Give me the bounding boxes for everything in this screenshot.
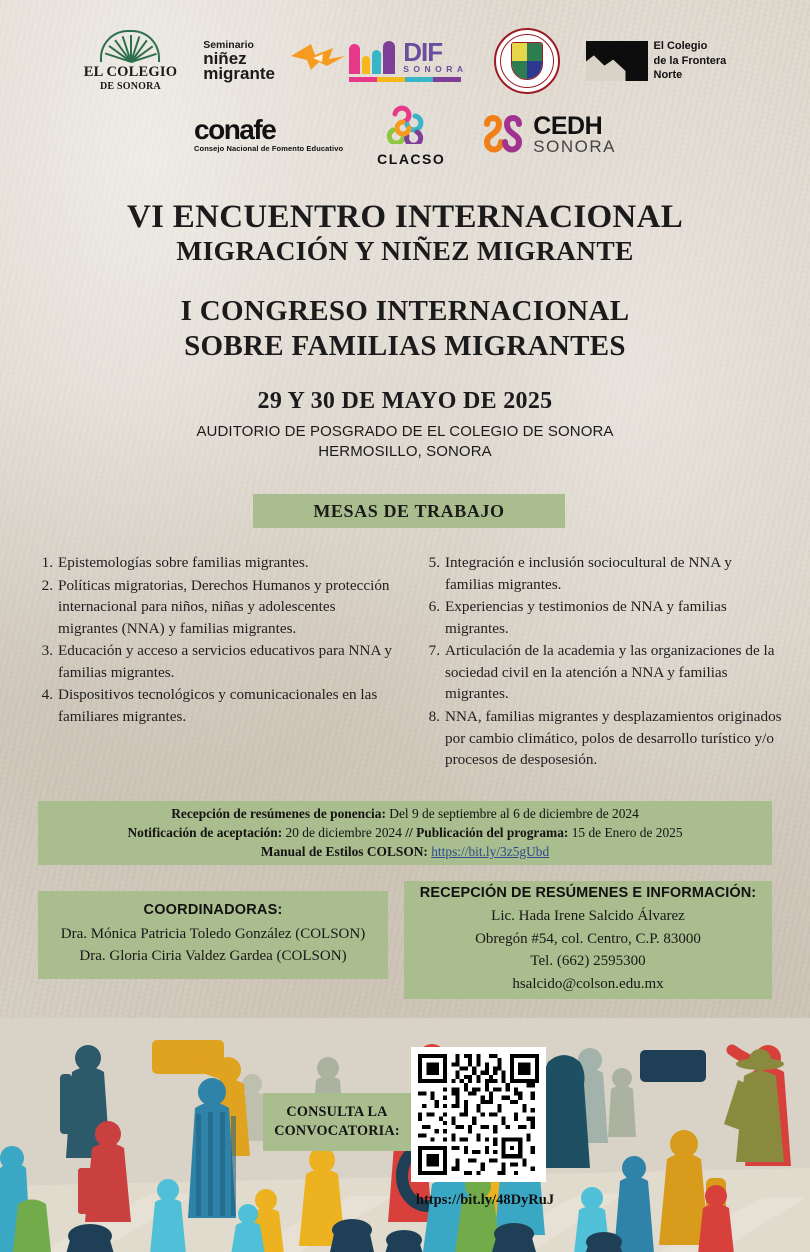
unison-seal-icon: [494, 28, 560, 94]
list-item: [38, 552, 397, 574]
cedh-wordmark: CEDH: [533, 112, 603, 141]
list-item: [425, 706, 784, 771]
coordinators-panel: [38, 891, 388, 979]
list-item: [425, 552, 784, 595]
clacso-knot-icon: [377, 104, 433, 144]
mesas-column-left: [38, 552, 397, 772]
seminario-label: Seminario: [203, 38, 254, 51]
mesas-de-trabajo-banner: [253, 494, 565, 528]
coordinators-heading: COORDINADORAS:: [143, 902, 283, 919]
colson-sub: DE SONORA: [99, 81, 161, 92]
list-item-text: Educación y acceso a servicios educativos para NNA y familias migrantes.: [58, 642, 392, 681]
event-venue: AUDITORIO DE POSGRADO DE EL COLEGIO DE SONORA: [196, 423, 614, 440]
contact-panel: [404, 881, 772, 999]
page-title: [0, 200, 810, 363]
deadline-row-style-manual: [261, 844, 549, 860]
list-item-text: Integración e inclusión sociocultural de NNA y familias migrantes.: [445, 554, 732, 593]
logo-clacso: [377, 104, 445, 167]
list-item: [38, 640, 397, 683]
qr-code-icon: [418, 1054, 539, 1175]
title-line-4: SOBRE FAMILIAS MIGRANTES: [184, 329, 626, 362]
list-item-text: Dispositivos tecnológicos y comunicacionales en las familiares migrantes.: [58, 686, 378, 726]
logo-conafe: [194, 114, 344, 153]
colef-line3: Norte: [653, 69, 683, 82]
list-item: [425, 596, 784, 639]
colef-mountain-icon: [586, 41, 648, 81]
colson-fan-icon: [100, 30, 160, 62]
conafe-wordmark: conafe: [194, 114, 276, 146]
style-manual-label: Manual de Estilos COLSON:: [260, 844, 428, 859]
deadline-abstracts-value: Del 9 de septiembre al 6 de diciembre de 2024: [389, 806, 639, 821]
list-item-number: 1.: [41, 554, 53, 571]
deadline-row-abstracts: [171, 806, 639, 822]
list-item: [425, 640, 784, 705]
deadline-program-label: Publicación del programa:: [416, 825, 569, 840]
deadline-program-value: 15 de Enero de 2025: [571, 825, 683, 840]
colef-line1: El Colegio: [653, 39, 708, 52]
bird-icon: [289, 42, 347, 76]
list-item: [38, 684, 397, 727]
coordinator-name: Dra. Gloria Ciria Valdez Gardea (COLSON): [79, 948, 347, 964]
mesas-heading: MESAS DE TRABAJO: [313, 500, 505, 521]
dif-family-icon: [349, 40, 395, 74]
event-details: [0, 388, 810, 460]
deadlines-panel: [38, 801, 772, 865]
conafe-tagline: Consejo Nacional de Fomento Educativo: [194, 143, 344, 153]
deadline-notification-label: Notificación de aceptación:: [127, 825, 283, 840]
contact-email: hsalcido@colson.edu.mx: [512, 975, 664, 992]
logo-cedh-sonora: [479, 114, 616, 156]
logo-row-primary: [0, 26, 810, 96]
contact-heading: RECEPCIÓN DE RESÚMENES E INFORMACIÓN:: [419, 885, 757, 901]
logo-el-colef: [586, 39, 727, 84]
dif-wordmark: DIF: [403, 36, 443, 67]
coordinator-name: Dra. Mónica Patricia Toledo González (COLSON): [60, 926, 366, 943]
qr-code[interactable]: [411, 1047, 546, 1182]
colef-line2: de la Frontera: [653, 54, 727, 67]
list-item-number: 4.: [41, 686, 53, 704]
title-line-3: I CONGRESO INTERNACIONAL: [180, 295, 630, 328]
mesas-list-left: [38, 552, 397, 728]
deadline-row-notification: [127, 825, 682, 841]
list-item-text: Políticas migratorias, Derechos Humanos y protección internacional para niños, niñas y adolescentes migrantes (NNA) y familias migrantes.: [58, 576, 390, 637]
list-item-text: Epistemologías sobre familias migrantes.: [58, 554, 309, 571]
mesas-columns: [38, 552, 784, 772]
list-item-text: Articulación de la academia y las organizaciones de la sociedad civil en la atención a NNA y familias migrantes.: [445, 642, 775, 703]
cedh-sonora-label: SONORA: [533, 136, 616, 156]
event-city: HERMOSILLO, SONORA: [318, 443, 492, 460]
cta-line-1: CONSULTA LA: [286, 1103, 388, 1120]
cta-line-2: CONVOCATORIA:: [274, 1123, 400, 1139]
list-item-number: 7.: [428, 642, 440, 660]
logo-dif-sonora: [349, 36, 468, 82]
contact-phone: Tel. (662) 2595300: [530, 953, 646, 969]
deadline-notification-value: 20 de diciembre 2024: [285, 825, 402, 840]
list-item: [38, 575, 397, 640]
list-item-number: 5.: [428, 554, 440, 571]
dif-color-bars: [349, 77, 461, 82]
clacso-wordmark: CLACSO: [377, 150, 446, 167]
colson-name: EL COLEGIO: [83, 64, 178, 80]
contact-address: Obregón #54, col. Centro, C.P. 83000: [475, 930, 701, 947]
logo-el-colegio-de-sonora: [84, 30, 177, 92]
mesas-list-right: [425, 552, 784, 771]
list-item-number: 2.: [41, 576, 53, 594]
list-item-number: 6.: [428, 598, 440, 616]
style-manual-link[interactable]: https://bit.ly/3z5gUbd: [431, 844, 550, 859]
list-item-number: 3.: [41, 642, 53, 660]
cedh-infinity-icon: [479, 114, 527, 156]
deadline-separator: //: [405, 825, 413, 840]
list-item-text: Experiencias y testimonios de NNA y familias migrantes.: [445, 598, 727, 637]
list-item-number: 8.: [428, 708, 440, 726]
title-line-2: MIGRACIÓN Y NIÑEZ MIGRANTE: [176, 234, 634, 266]
list-item-text: NNA, familias migrantes y desplazamientos originados por cambio climático, polos de desarrollo turístico y/o procesos de desposesión.: [445, 708, 782, 769]
logo-row-secondary: [0, 104, 810, 166]
migrante-label: migrante: [203, 63, 275, 83]
title-line-1: VI ENCUENTRO INTERNACIONAL: [126, 199, 684, 235]
logo-universidad-de-sonora: [494, 28, 560, 94]
ninez-label: niñez: [203, 48, 247, 68]
convocatoria-url[interactable]: https://bit.ly/48DyRuJ: [415, 1192, 555, 1208]
deadline-abstracts-label: Recepción de resúmenes de ponencia:: [171, 806, 386, 821]
cta-panel: [263, 1093, 411, 1151]
event-date: 29 Y 30 DE MAYO DE 2025: [257, 388, 553, 414]
mesas-column-right: [407, 552, 784, 772]
contact-person: Lic. Hada Irene Salcido Álvarez: [491, 908, 685, 924]
dif-sonora-label: SONORA: [403, 64, 468, 74]
logo-seminario-ninez-migrante: [203, 40, 323, 83]
